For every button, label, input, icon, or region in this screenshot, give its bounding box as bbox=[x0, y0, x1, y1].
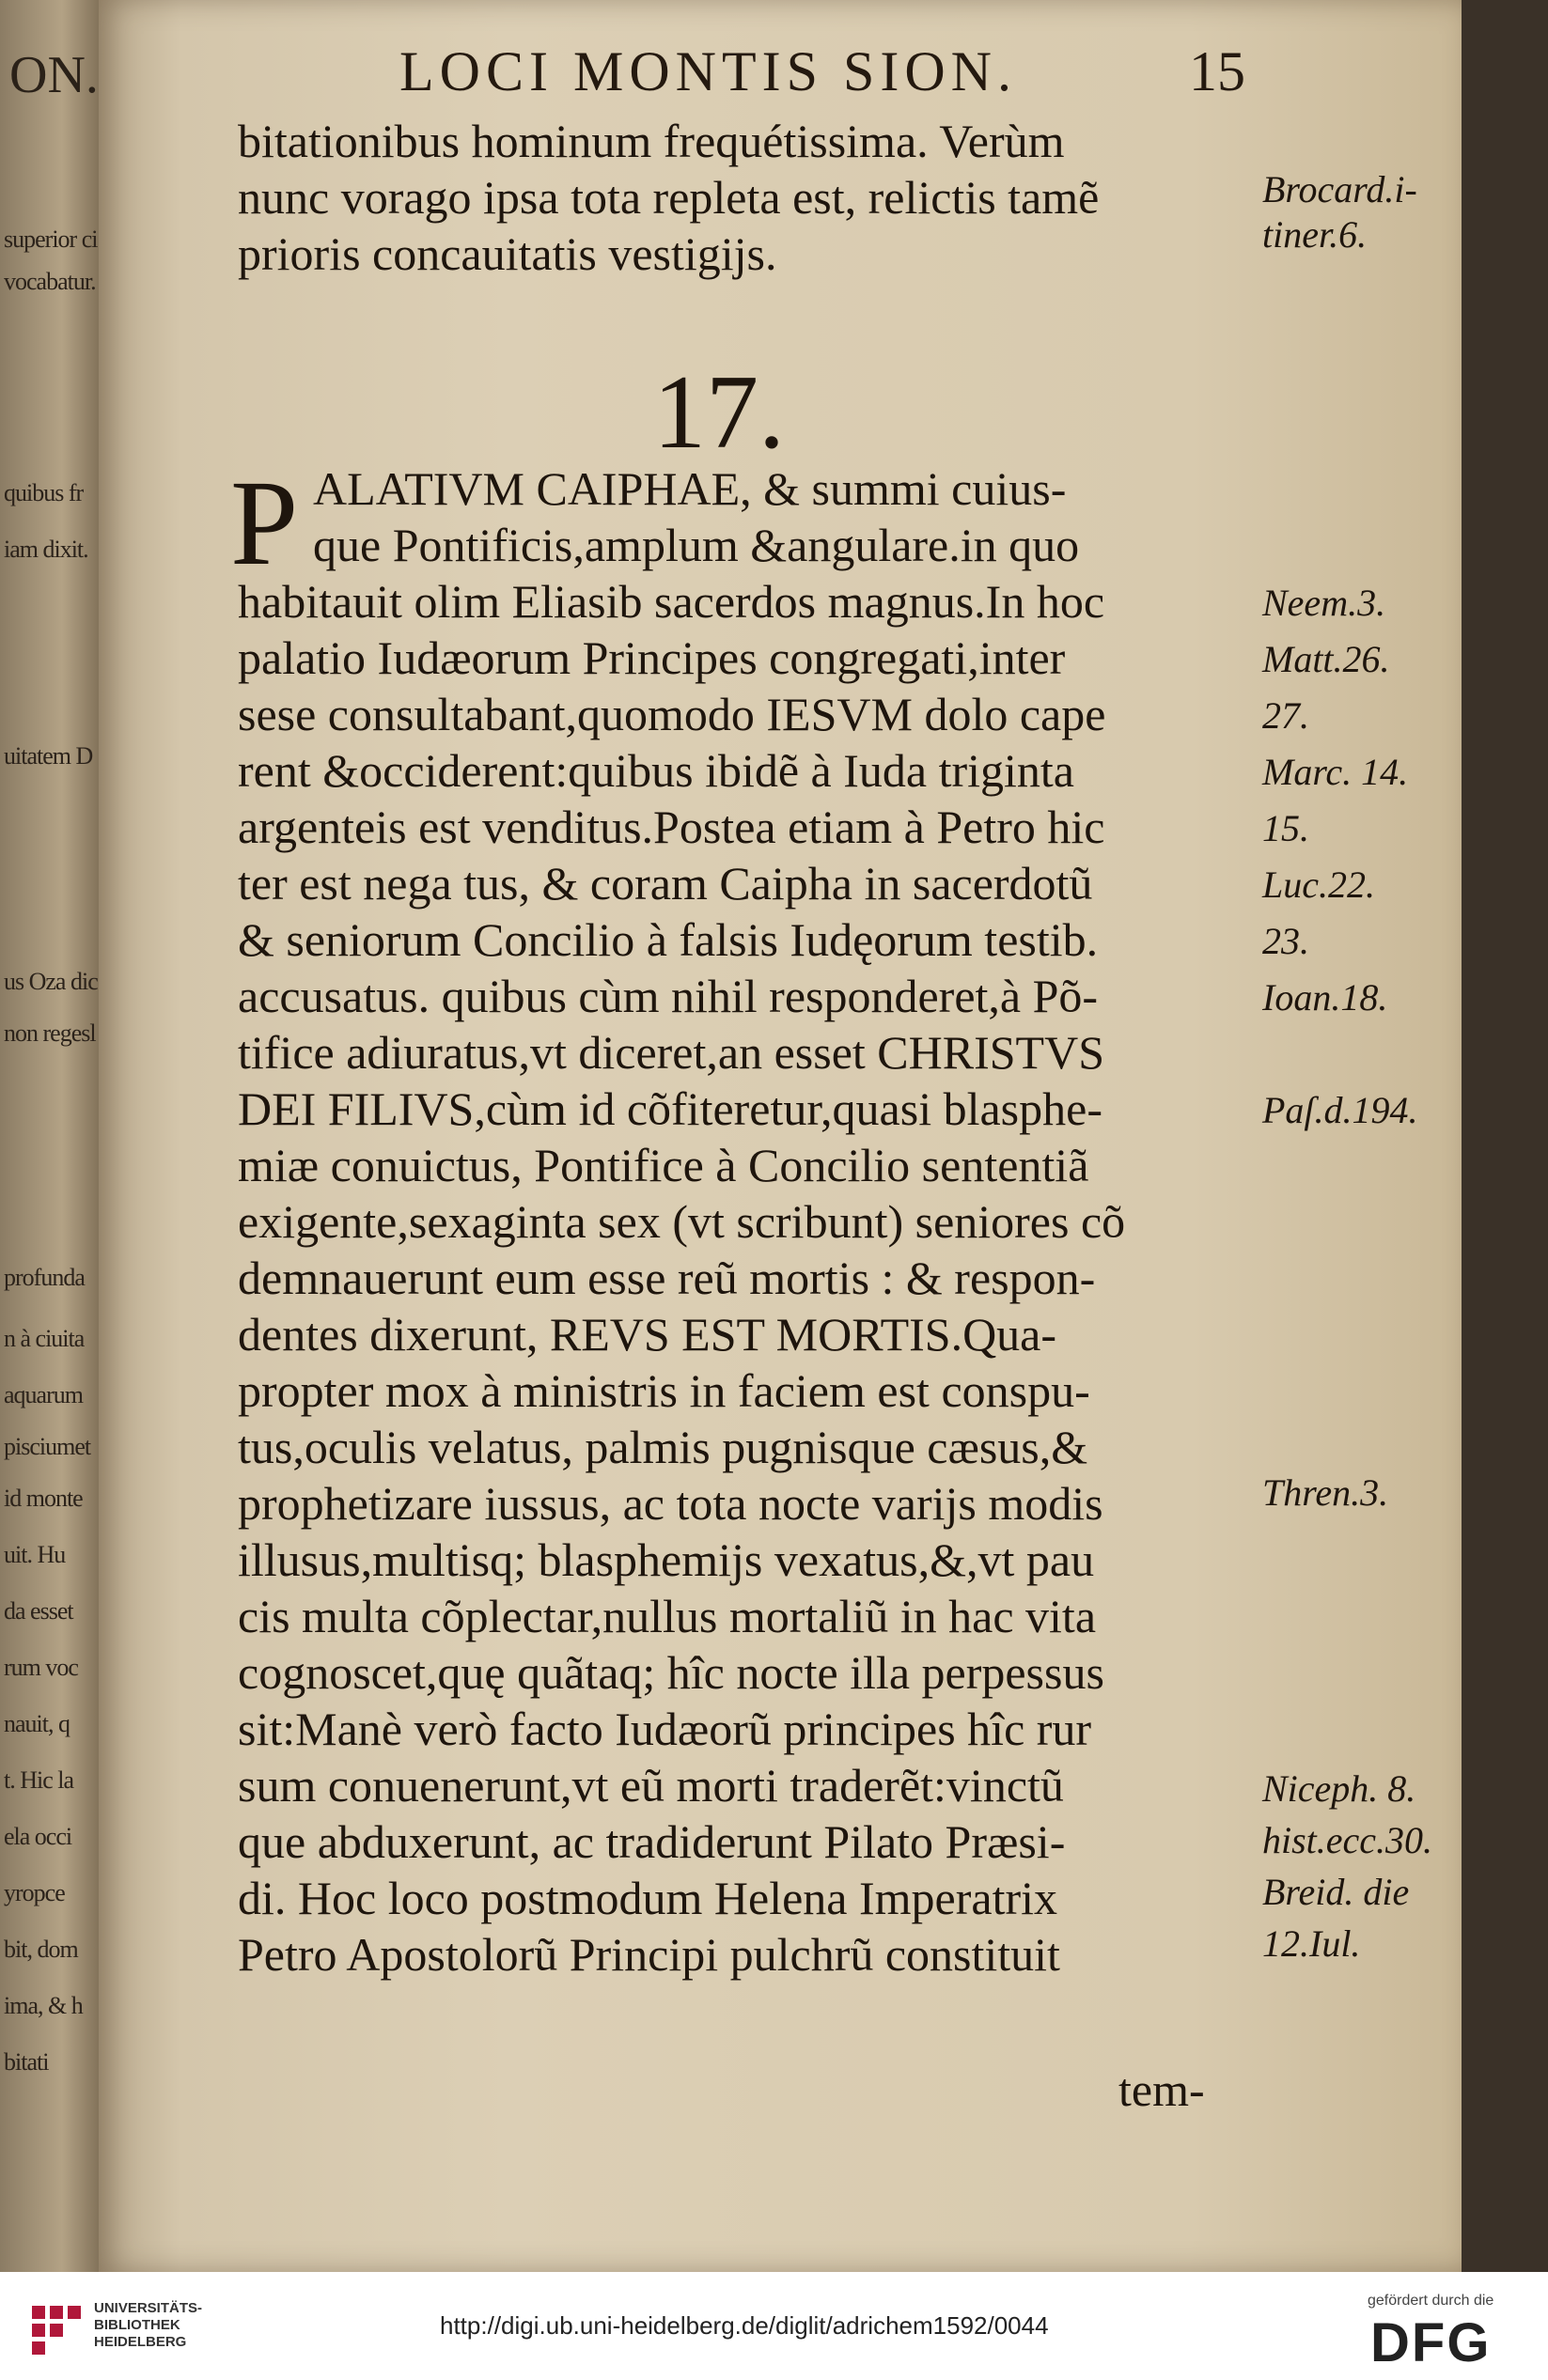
prev-fragment: profunda bbox=[4, 1264, 85, 1291]
prev-fragment: t. Hic la bbox=[4, 1766, 74, 1794]
prev-fragment: uitatem D bbox=[4, 742, 93, 770]
text-line: illusus,multisq; blasphemijs vexatus,&,vt pau bbox=[238, 1533, 1095, 1586]
marginal-note: Breid. die bbox=[1262, 1871, 1410, 1913]
permalink-url[interactable]: http://digi.ub.uni-heidelberg.de/diglit/adrichem1592/0044 bbox=[440, 2311, 1049, 2340]
text-line: habitauit olim Eliasib sacerdos magnus.In hoc bbox=[238, 575, 1105, 628]
text-line: demnauerunt eum esse reũ mortis : & respon- bbox=[238, 1252, 1096, 1304]
marginal-note: 15. bbox=[1262, 807, 1309, 849]
library-name-line: HEIDELBERG bbox=[94, 2334, 187, 2350]
section-number: 17. bbox=[653, 354, 785, 471]
catchword: tem- bbox=[1118, 2063, 1205, 2116]
marginal-note: Paſ.d.194. bbox=[1262, 1089, 1418, 1131]
text-line: sum conuenerunt,vt eũ morti traderẽt:vinctũ bbox=[238, 1759, 1064, 1812]
text-line: ter est nega tus, & coram Caipha in sacerdotũ bbox=[238, 857, 1093, 910]
prev-fragment: ela occi bbox=[4, 1823, 72, 1850]
prev-fragment: aquarum bbox=[4, 1381, 83, 1408]
text-line: & seniorum Concilio à falsis Iudęorum testib. bbox=[238, 913, 1099, 966]
text-line: miæ conuictus, Pontifice à Concilio sententiã bbox=[238, 1139, 1089, 1191]
marginal-note: hist.ecc.30. bbox=[1262, 1819, 1433, 1861]
drop-cap: P bbox=[230, 456, 299, 591]
text-line: sese consultabant,quomodo IESVM dolo cape bbox=[238, 688, 1106, 740]
funded-by-label: gefördert durch die bbox=[1368, 2293, 1494, 2309]
prev-fragment: uit. Hu bbox=[4, 1541, 66, 1568]
prev-fragment: bitati bbox=[4, 2048, 49, 2076]
text-line: nunc vorago ipsa tota repleta est, relictis tamẽ bbox=[238, 171, 1100, 224]
marginal-note: Ioan.18. bbox=[1262, 976, 1388, 1019]
prev-fragment: non regesl bbox=[4, 1019, 96, 1047]
text-line: exigente,sexaginta sex (vt scribunt) seniores cõ bbox=[238, 1195, 1126, 1248]
book-page bbox=[99, 0, 1462, 2272]
text-line: prophetizare iussus, ac tota nocte varijs modis bbox=[238, 1477, 1103, 1530]
prev-fragment: rum voc bbox=[4, 1654, 78, 1681]
library-name-line: BIBLIOTHEK bbox=[94, 2317, 180, 2333]
text-line: ALATIVM CAIPHAE, & summi cuius- bbox=[313, 462, 1067, 515]
text-line: que Pontificis,amplum &angulare.in quo bbox=[313, 519, 1080, 571]
text-line: tus,oculis velatus, palmis pugnisque cæsus,& bbox=[238, 1421, 1088, 1473]
marginal-note: Brocard.i- bbox=[1262, 168, 1417, 210]
prev-fragment: vocabatur. bbox=[4, 268, 96, 295]
prev-fragment: us Oza dic bbox=[4, 968, 98, 995]
marginal-note: 27. bbox=[1262, 694, 1309, 737]
prev-fragment: n à ciuita bbox=[4, 1325, 85, 1352]
marginal-note: Luc.22. bbox=[1262, 863, 1375, 906]
text-line: palatio Iudæorum Principes congregati,inter bbox=[238, 631, 1066, 684]
marginal-note: 12.Iul. bbox=[1262, 1922, 1361, 1965]
text-line: DEI FILIVS,cùm id cõfiteretur,quasi blasphe- bbox=[238, 1082, 1102, 1135]
prev-fragment: nauit, q bbox=[4, 1710, 70, 1737]
prev-fragment: superior ci bbox=[4, 226, 98, 253]
previous-page-header: ON. bbox=[9, 46, 99, 104]
page-number: 15 bbox=[1189, 40, 1245, 102]
text-line: que abduxerunt, ac tradiderunt Pilato Præsi- bbox=[238, 1815, 1066, 1868]
running-header: LOCI MONTIS SION. bbox=[399, 40, 1017, 102]
library-name bbox=[94, 2300, 202, 2351]
text-line: accusatus. quibus cùm nihil responderet,à Põ- bbox=[238, 970, 1099, 1022]
prev-fragment: quibus fr bbox=[4, 479, 84, 506]
marginal-note: 23. bbox=[1262, 920, 1309, 962]
prev-fragment: id monte bbox=[4, 1485, 83, 1512]
text-line: tifice adiuratus,vt diceret,an esset CHRISTVS bbox=[238, 1026, 1104, 1079]
university-library-logo-icon bbox=[28, 2302, 85, 2358]
marginal-note: Neem.3. bbox=[1262, 582, 1386, 624]
prev-fragment: pisciumet bbox=[4, 1433, 91, 1460]
text-line: cognoscet,quę quãtaq; hîc nocte illa perpessus bbox=[238, 1646, 1104, 1699]
marginal-note: Thren.3. bbox=[1262, 1471, 1389, 1514]
text-line: prioris concauitatis vestigijs. bbox=[238, 227, 777, 280]
marginal-note: Niceph. 8. bbox=[1262, 1767, 1416, 1810]
text-line: dentes dixerunt, REVS EST MORTIS.Qua- bbox=[238, 1308, 1057, 1361]
text-line: rent &occiderent:quibus ibidẽ à Iuda triginta bbox=[238, 744, 1074, 797]
prev-fragment: iam dixit. bbox=[4, 536, 88, 563]
text-line: sit:Manè verò facto Iudæorũ principes hîc rur bbox=[238, 1703, 1092, 1755]
text-line: cis multa cõplectar,nullus mortaliũ in hac vita bbox=[238, 1590, 1097, 1642]
prev-fragment: da esset bbox=[4, 1597, 73, 1625]
marginal-note: tiner.6. bbox=[1262, 213, 1368, 256]
dfg-logo: DFG bbox=[1370, 2312, 1492, 2373]
previous-page-edge bbox=[0, 0, 103, 2272]
text-line: Petro Apostolorũ Principi pulchrũ constituit bbox=[238, 1928, 1060, 1981]
prev-fragment: yropce bbox=[4, 1879, 65, 1906]
library-name-line: UNIVERSITÄTS- bbox=[94, 2300, 203, 2316]
text-line: argenteis est venditus.Postea etiam à Petro hic bbox=[238, 801, 1105, 853]
text-line: di. Hoc loco postmodum Helena Imperatrix bbox=[238, 1872, 1057, 1924]
footer bbox=[0, 2272, 1548, 2380]
text-line: propter mox à ministris in faciem est conspu- bbox=[238, 1364, 1090, 1417]
marginal-note: Marc. 14. bbox=[1262, 751, 1409, 793]
marginal-note: Matt.26. bbox=[1262, 638, 1390, 680]
prev-fragment: bit, dom bbox=[4, 1936, 78, 1963]
text-line: bitationibus hominum frequétissima. Verùm bbox=[238, 115, 1065, 167]
prev-fragment: ima, & h bbox=[4, 1992, 83, 2019]
